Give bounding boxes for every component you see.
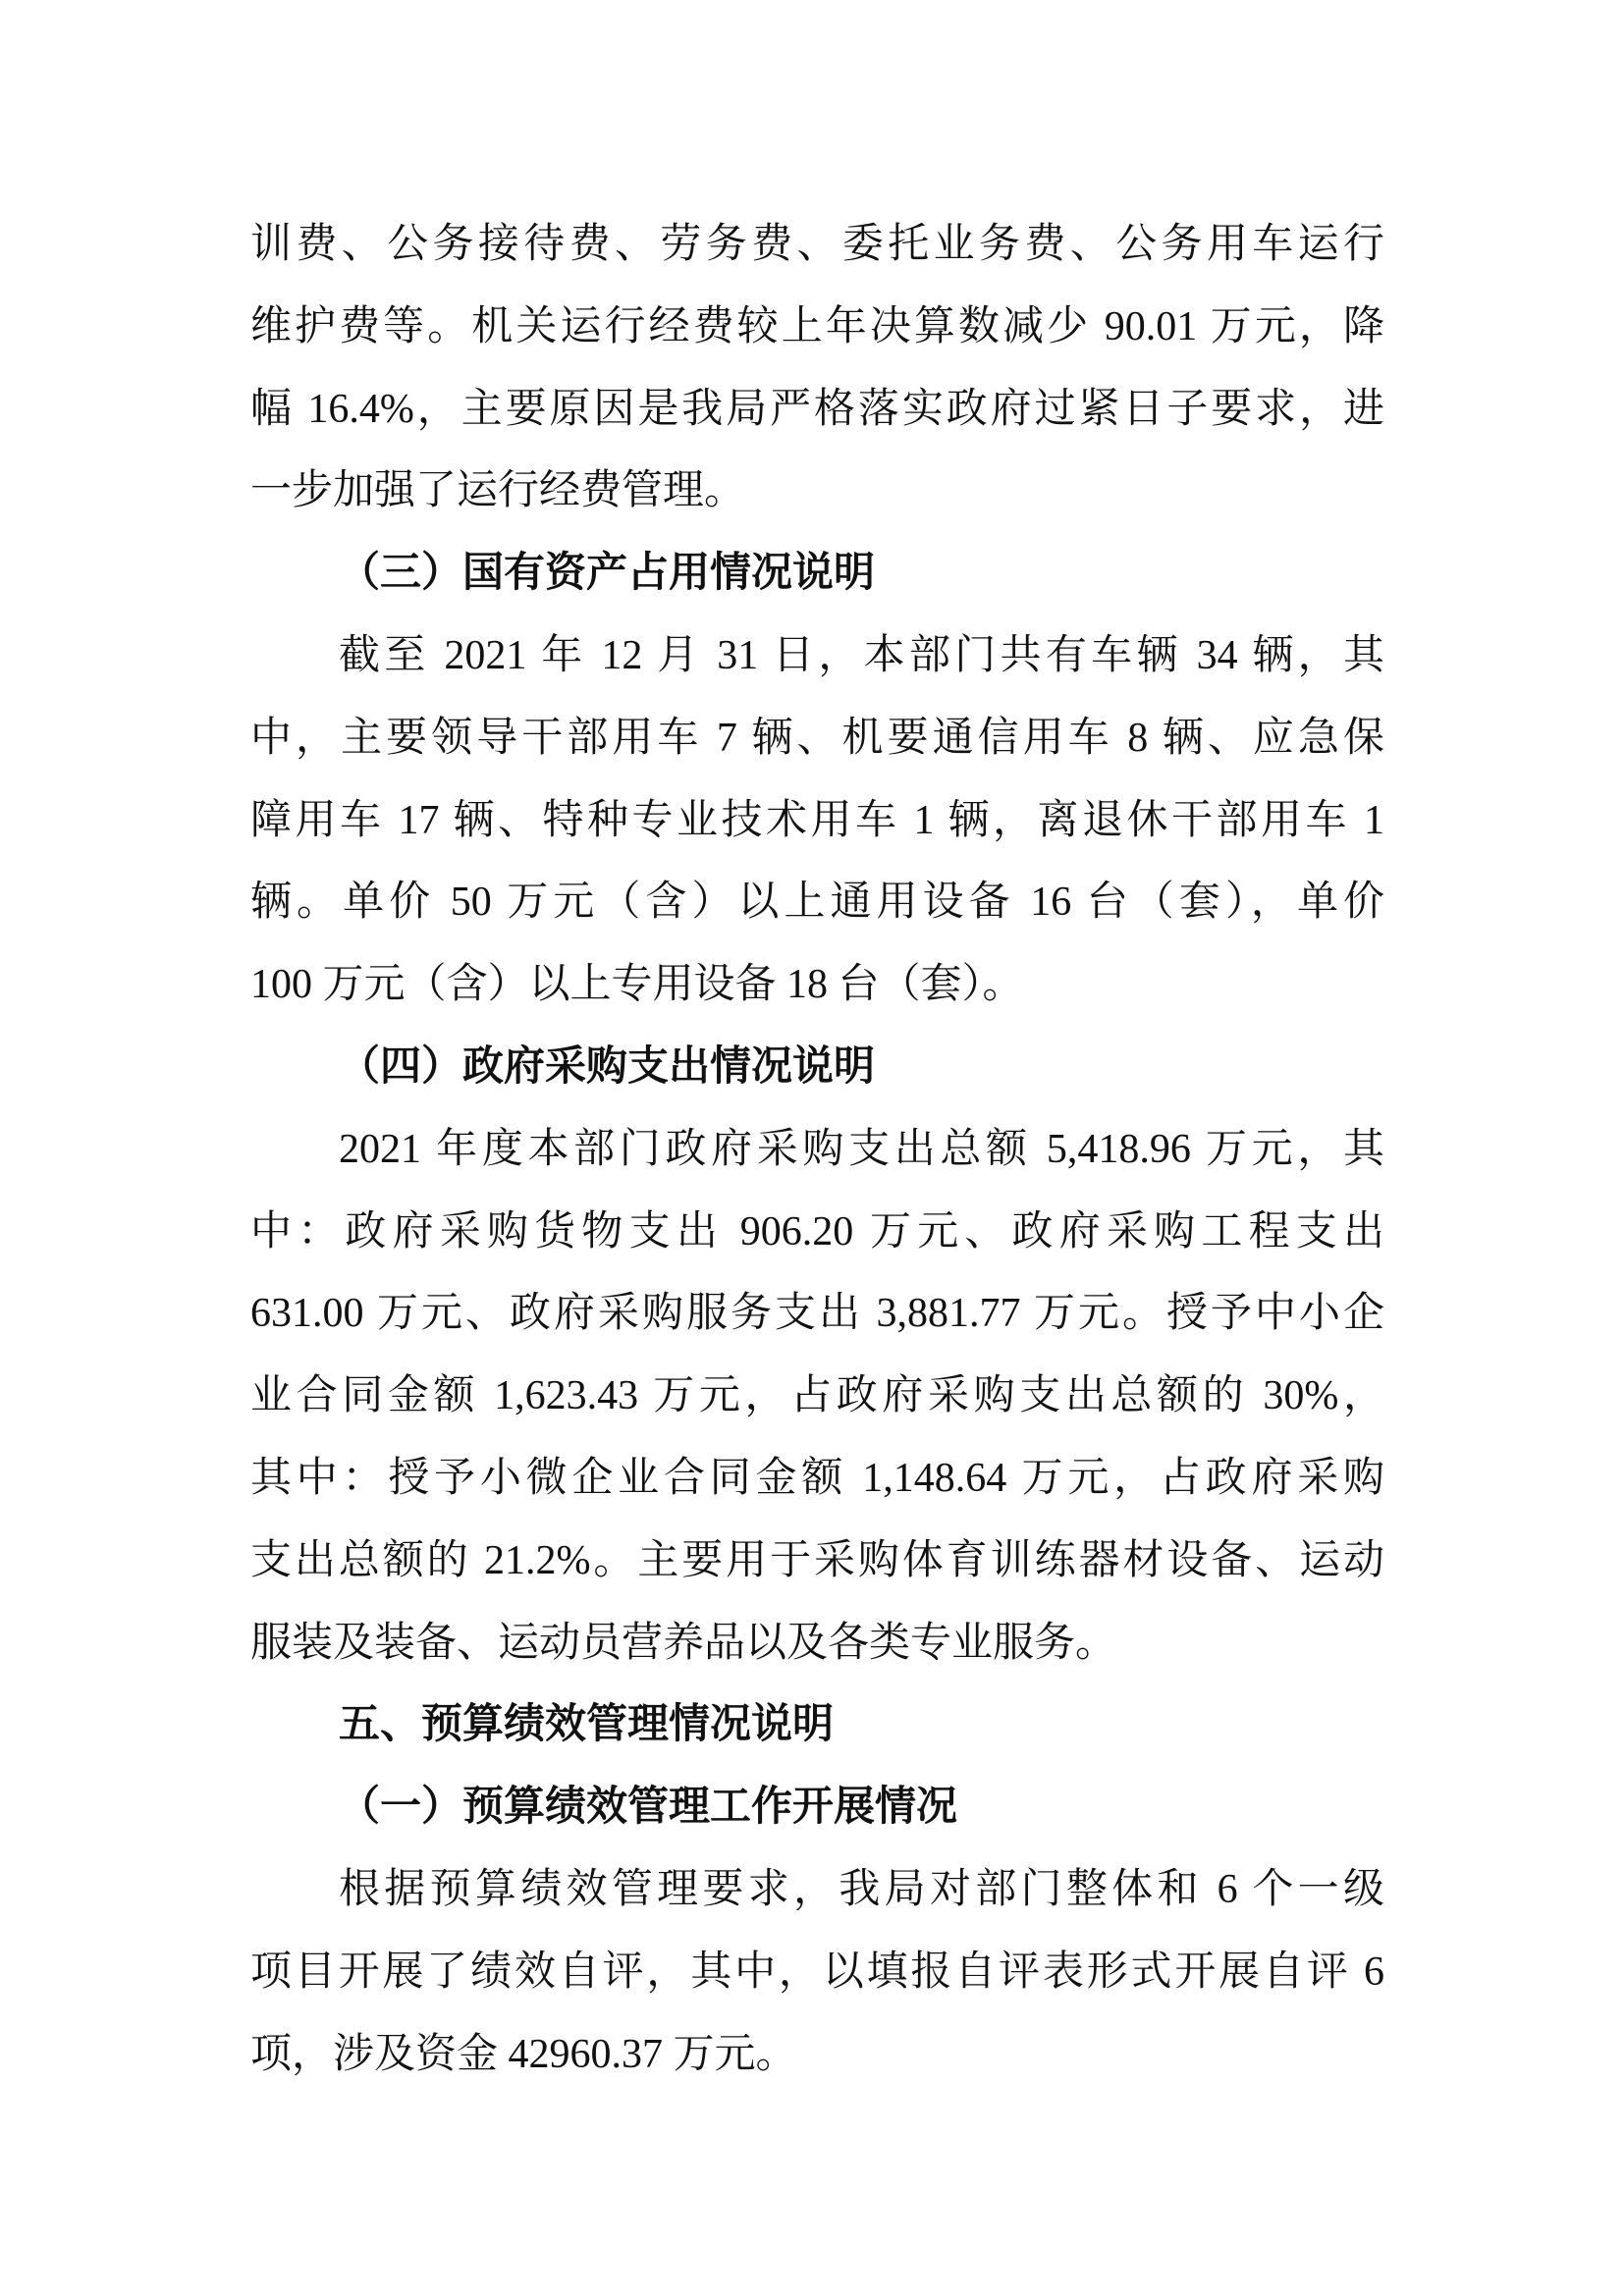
paragraph [250,1849,1384,2096]
text-line: 训费、公务接待费、劳务费、委托业务费、公务用车运行 [250,222,1384,267]
text-line: （四）政府采购支出情况说明 [339,1043,876,1090]
text-line: 截至 2021 年 12 月 31 日，本部门共有车辆 34 辆，其 [339,632,1384,678]
text-line: 2021 年度本部门政府采购支出总额 5,418.96 万元，其 [339,1126,1384,1172]
text-line: 辆。单价 50 万元（含）以上通用设备 16 台（套），单价 [250,880,1384,926]
text-line: 631.00 万元、政府采购服务支出 3,881.77 万元。授予中小企 [250,1291,1384,1337]
text-line: 中：政府采购货物支出 906.20 万元、政府采购工程支出 [250,1208,1384,1255]
text-line: 服装及装备、运动员营养品以及各类专业服务。 [250,1620,1117,1666]
section-heading [250,1027,1384,1109]
text-line: 五、预算绩效管理情况说明 [339,1702,835,1748]
text-line: 项，涉及资金 42960.37 万元。 [250,2031,797,2077]
document-body [250,204,1384,2096]
text-line: 幅 16.4%，主要原因是我局严格落实政府过紧日子要求，进 [250,386,1384,432]
paragraph [250,204,1384,533]
text-line: 支出总额的 21.2%。主要用于采购体育训练器材设备、运动 [250,1537,1384,1583]
section-heading [250,1767,1384,1849]
text-line: 根据预算绩效管理要求，我局对部门整体和 6 个一级 [339,1866,1384,1912]
paragraph [250,1109,1384,1685]
section-heading [250,1684,1384,1767]
text-line: 障用车 17 辆、特种专业技术用车 1 辆，离退休干部用车 1 [250,797,1384,843]
text-line: （三）国有资产占用情况说明 [339,551,876,597]
text-line: 中，主要领导干部用车 7 辆、机要通信用车 8 辆、应急保 [250,715,1384,761]
text-line: 其中：授予小微企业合同金额 1,148.64 万元，占政府采购 [250,1455,1384,1501]
text-line: 项目开展了绩效自评，其中，以填报自评表形式开展自评 6 [250,1949,1384,1995]
text-line: 维护费等。机关运行经费较上年决算数减少 90.01 万元，降 [250,303,1384,349]
text-line: （一）预算绩效管理工作开展情况 [339,1785,958,1831]
text-line: 一步加强了运行经费管理。 [250,468,746,514]
paragraph [250,615,1384,1027]
section-heading [250,533,1384,615]
text-line: 业合同金额 1,623.43 万元，占政府采购支出总额的 30%， [250,1373,1384,1419]
text-line: 100 万元（含）以上专用设备 18 台（套）。 [250,962,1024,1008]
